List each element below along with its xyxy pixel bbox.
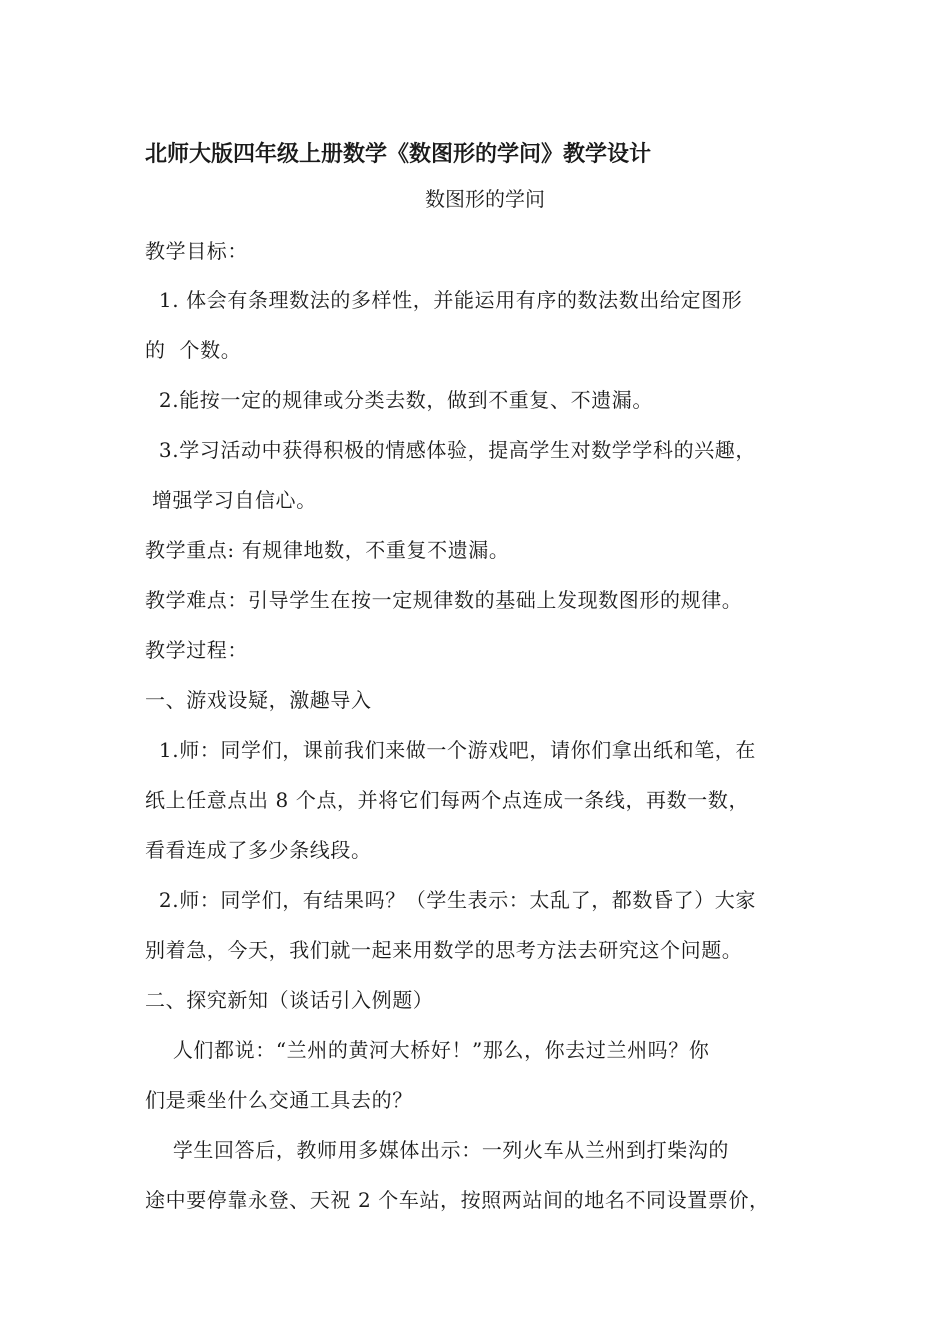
line-process-heading: 教学过程： [145, 638, 248, 662]
document-subtitle: 数图形的学问 [425, 187, 545, 211]
line-section-2-p2b: 途中要停靠永登、天祝 2 个车站，按照两站间的地名不同设置票价， [145, 1188, 770, 1212]
line-section-2-p2a: 学生回答后，教师用多媒体出示：一列火车从兰州到打柴沟的 [145, 1138, 730, 1162]
line-section-2-p1a: 人们都说：“兰州的黄河大桥好！”那么，你去过兰州吗？你 [145, 1038, 710, 1062]
document-title: 北师大版四年级上册数学《数图形的学问》教学设计 [145, 142, 652, 167]
line-section-1-p1b: 纸上任意点出 8 个点，并将它们每两个点连成一条线，再数一数， [145, 788, 750, 812]
line-objective-2: 2.能按一定的规律或分类去数，做到不重复、不遗漏。 [145, 388, 653, 412]
line-section-2-p1b: 们是乘坐什么交通工具去的？ [145, 1088, 413, 1112]
line-objectives-heading: 教学目标： [145, 239, 248, 263]
line-objective-1b: 的 个数。 [145, 338, 242, 362]
line-section-1-p1a: 1.师：同学们，课前我们来做一个游戏吧，请你们拿出纸和笔，在 [145, 738, 756, 762]
line-difficulty: 教学难点：引导学生在按一定规律数的基础上发现数图形的规律。 [145, 588, 743, 612]
line-key-point: 教学重点: 有规律地数，不重复不遗漏。 [145, 538, 510, 562]
line-section-1-heading: 一、游戏设疑，激趣导入 [145, 688, 372, 712]
line-section-1-p1c: 看看连成了多少条线段。 [145, 838, 372, 862]
line-section-1-p2a: 2.师：同学们，有结果吗？（学生表示：太乱了，都数昏了）大家 [145, 888, 756, 912]
line-section-2-heading: 二、探究新知（谈话引入例题） [145, 988, 434, 1012]
line-objective-1a: 1. 体会有条理数法的多样性，并能运用有序的数法数出给定图形 [145, 288, 743, 312]
line-objective-3a: 3.学习活动中获得积极的情感体验，提高学生对数学学科的兴趣， [145, 438, 756, 462]
line-objective-3b: 增强学习自信心。 [145, 488, 317, 512]
line-section-1-p2b: 别着急，今天，我们就一起来用数学的思考方法去研究这个问题。 [145, 938, 743, 962]
